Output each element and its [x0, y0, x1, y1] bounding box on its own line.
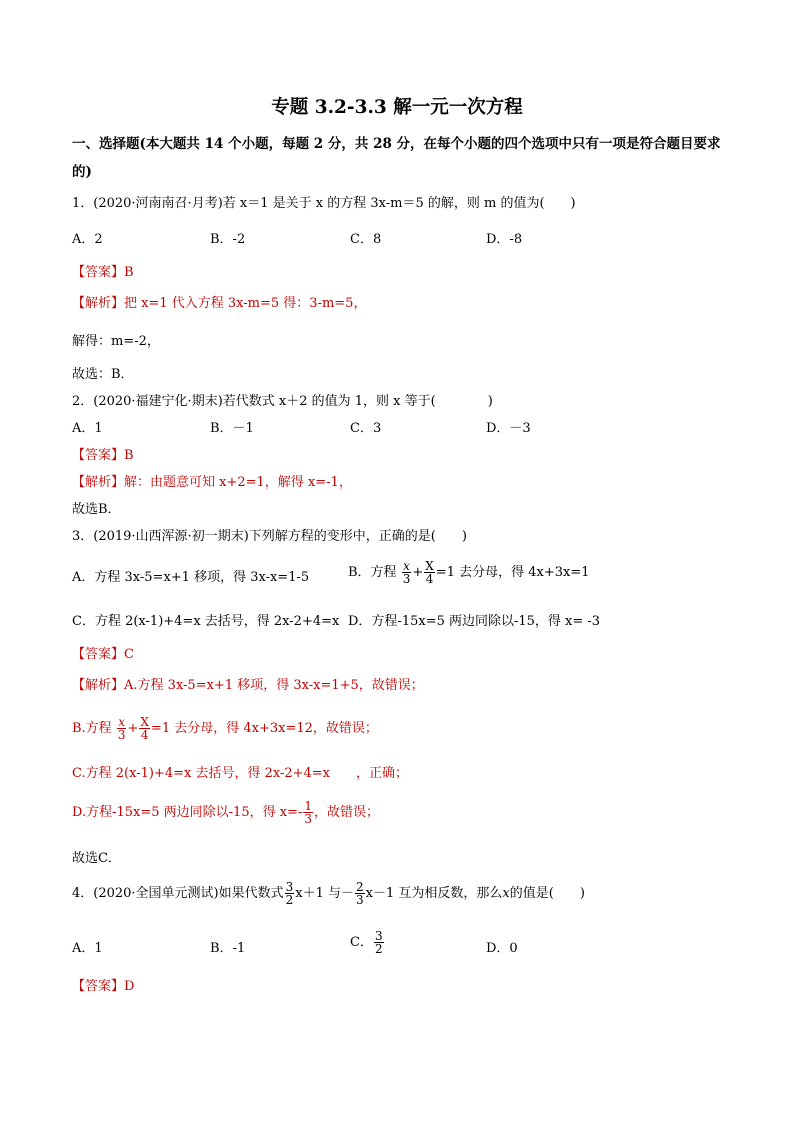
denominator: 2	[374, 942, 383, 956]
analysis-tag: 【解析】	[72, 678, 125, 693]
fraction-x-over-3	[117, 716, 127, 741]
answer-tag: 【答案】	[72, 647, 125, 662]
option-c-prefix: C．	[350, 935, 373, 950]
numerator: x	[403, 559, 410, 573]
q4-variable: x	[502, 886, 510, 901]
q2-line2: 故选B．	[72, 502, 121, 517]
analysis-text: 把 x=1 代入方程 3x-m=5 得：3-m=5，	[124, 296, 367, 311]
q3-end: 故选C．	[72, 851, 121, 866]
q1-stem: 1．(2020·河南南召·月考)若 x＝1 是关于 x 的方程 3x-m＝5 的解，则 m 的值为( )	[72, 196, 576, 211]
denominator: 2	[285, 893, 294, 907]
answer-value: B	[124, 265, 134, 280]
section-header-line1: 一、选择题(本大题共 14 个小题，每题 2 分，共 28 分，在每个小题的四个选项中只有一项是符合题目要求	[72, 136, 721, 152]
analysis-tag: 【解析】	[72, 296, 125, 311]
answer-tag: 【答案】	[72, 265, 125, 280]
q2-option-d: D．－3	[486, 421, 531, 436]
answer-value: C	[124, 647, 134, 662]
numerator: 2	[356, 880, 364, 894]
q1-option-d: D．-8	[486, 232, 523, 247]
fraction-2-over-3	[355, 881, 365, 906]
fraction-x-over-3	[402, 560, 412, 585]
q3-analysis-c: C.方程 2(x-1)+4=x 去括号，得 2x-2+4=x ，正确；	[72, 766, 409, 781]
answer-value: B	[124, 448, 134, 463]
option-b-suffix: =1 去分母，得 4x+3x=1	[435, 565, 590, 580]
q3-option-c: C．方程 2(x-1)+4=x 去括号，得 2x-2+4=x	[72, 614, 340, 629]
q4-stem-prefix: 4．(2020·全国单元测试)如果代数式	[72, 886, 284, 901]
q2-option-a: A．1	[72, 421, 103, 436]
analysis-text: A.方程 3x-5=x+1 移项，得 3x-x=1+5，故错误；	[124, 678, 424, 693]
denominator: 3	[356, 893, 364, 907]
q4-stem-mid1: x＋1 与－	[295, 886, 355, 901]
q2-answer	[72, 448, 134, 464]
denominator: 4	[140, 728, 149, 742]
analysis-d-suffix: ，故错误；	[313, 805, 379, 820]
q3-stem: 3．(2019·山西浑源·初一期末)下列解方程的变形中，正确的是( )	[72, 529, 467, 544]
q3-option-b	[348, 560, 590, 585]
numerator: X	[425, 559, 434, 573]
q1-answer	[72, 265, 134, 281]
q2-option-c: C．3	[350, 421, 382, 436]
analysis-b-suffix: =1 去分母，得 4x+3x=12，故错误；	[150, 721, 378, 736]
q3-analysis-b	[72, 716, 378, 741]
plus-sign: +	[412, 565, 424, 580]
analysis-b-prefix: B.方程	[72, 721, 112, 736]
q1-analysis	[72, 296, 366, 312]
q2-analysis	[72, 475, 352, 491]
q3-answer	[72, 647, 134, 663]
answer-tag: 【答案】	[72, 448, 125, 463]
q4-stem-mid2: x－1 互为相反数，那么	[365, 886, 503, 901]
denominator: 4	[425, 572, 434, 586]
numerator: X	[140, 715, 149, 729]
option-b-prefix: B．方程	[348, 565, 397, 580]
q2-stem: 2．(2020·福建宁化·期末)若代数式 x＋2 的值为 1，则 x 等于( )	[72, 394, 493, 409]
q4-option-a: A．1	[72, 941, 103, 956]
numerator: 3	[285, 880, 294, 894]
fraction-3-over-2	[374, 930, 384, 955]
q4-option-b: B．-1	[210, 941, 246, 956]
analysis-text: 解：由题意可知 x+2=1，解得 x=-1，	[124, 475, 352, 490]
fraction-X-over-4	[139, 716, 150, 741]
q4-option-d: D．0	[486, 941, 518, 956]
q3-option-a: A．方程 3x-5=x+1 移项，得 3x-x=1-5	[72, 570, 310, 585]
fraction-1-over-3	[303, 800, 313, 825]
page-title: 专题 3.2-3.3 解一元一次方程	[271, 97, 523, 118]
analysis-tag: 【解析】	[72, 475, 125, 490]
q4-stem-suffix: 的值是( )	[509, 886, 585, 901]
analysis-d-prefix: D.方程-15x=5 两边同除以-15，得 x=-	[72, 805, 303, 820]
q3-analysis	[72, 678, 424, 694]
numerator: x	[118, 715, 126, 729]
q4-stem	[72, 881, 585, 906]
answer-tag: 【答案】	[72, 979, 125, 994]
q1-option-b: B．-2	[210, 232, 246, 247]
answer-value: D	[124, 979, 135, 994]
section-header-line2: 的)	[72, 164, 92, 180]
q4-answer	[72, 979, 134, 995]
q3-option-d: D．方程-15x=5 两边同除以-15，得 x= -3	[348, 614, 601, 629]
fraction-3-over-2	[285, 881, 295, 906]
denominator: 3	[304, 812, 312, 826]
q3-analysis-d	[72, 800, 379, 825]
q2-option-b: B．－1	[210, 421, 254, 436]
q1-option-c: C．8	[350, 232, 382, 247]
numerator: 1	[304, 799, 312, 813]
plus-sign: +	[127, 721, 139, 736]
q1-line2: 解得：m=-2，	[72, 334, 160, 349]
numerator: 3	[374, 929, 383, 943]
q1-line3: 故选：B．	[72, 367, 134, 382]
denominator: 3	[402, 572, 411, 586]
fraction-X-over-4	[424, 560, 435, 585]
denominator: 3	[117, 728, 126, 742]
q1-option-a: A．2	[72, 232, 103, 247]
q4-option-c	[350, 930, 385, 955]
